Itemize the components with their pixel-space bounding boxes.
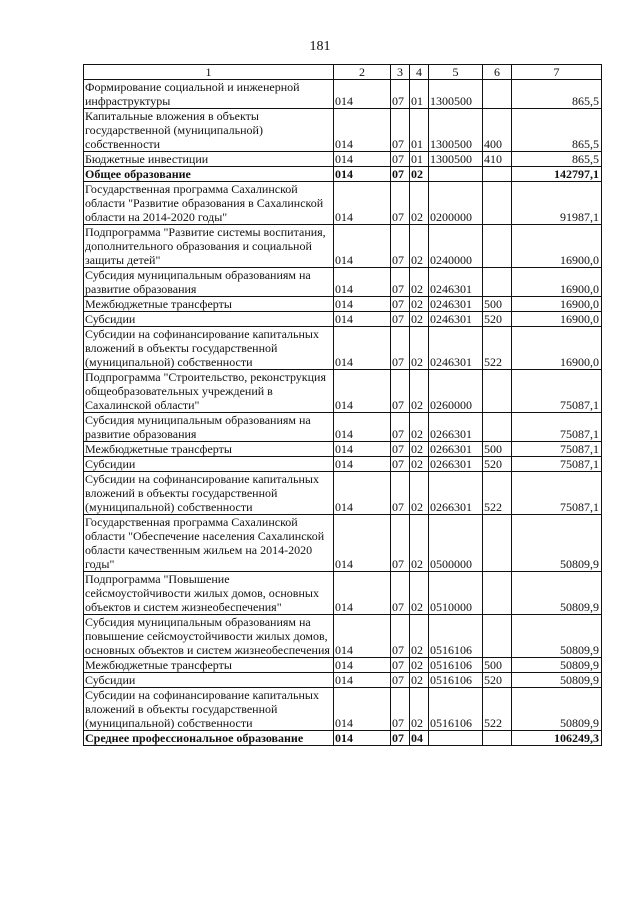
table-row (84, 297, 602, 312)
row-name-cell: Государственная программа Сахалинской области "Обеспечение населения Сахалинской области качественным жильем на 2014-2020 годы" (84, 515, 334, 572)
row-amount-cell: 50809,9 (512, 615, 602, 658)
row-amount-cell: 75087,1 (512, 472, 602, 515)
row-subsection-cell: 02 (410, 688, 429, 731)
row-type-cell: 500 (483, 297, 512, 312)
row-code-cell: 014 (334, 152, 391, 167)
row-target-cell: 0246301 (429, 268, 483, 297)
row-type-cell (483, 515, 512, 572)
row-name-cell: Субсидия муниципальным образованиям на повышение сейсмоустойчивости жилых домов, основных объектов и систем жизнеобеспечения (84, 615, 334, 658)
row-code-cell: 014 (334, 370, 391, 413)
row-target-cell: 0500000 (429, 515, 483, 572)
row-section-cell: 07 (391, 688, 410, 731)
row-subsection-cell: 02 (410, 268, 429, 297)
row-amount-cell: 75087,1 (512, 370, 602, 413)
row-name-cell: Межбюджетные трансферты (84, 442, 334, 457)
row-type-cell: 520 (483, 673, 512, 688)
table-row (84, 167, 602, 182)
row-type-cell (483, 80, 512, 109)
row-type-cell: 520 (483, 457, 512, 472)
row-amount-cell: 142797,1 (512, 167, 602, 182)
row-target-cell: 0266301 (429, 457, 483, 472)
row-section-cell: 07 (391, 109, 410, 152)
row-subsection-cell: 02 (410, 572, 429, 615)
row-type-cell (483, 268, 512, 297)
table-row (84, 515, 602, 572)
row-code-cell: 014 (334, 182, 391, 225)
row-section-cell: 07 (391, 472, 410, 515)
table-row (84, 658, 602, 673)
table-row (84, 80, 602, 109)
row-code-cell: 014 (334, 572, 391, 615)
row-section-cell: 07 (391, 268, 410, 297)
table-row (84, 442, 602, 457)
header-cell: 3 (391, 65, 410, 80)
table-header-row (84, 65, 602, 80)
row-section-cell: 07 (391, 327, 410, 370)
row-target-cell (429, 167, 483, 182)
row-code-cell: 014 (334, 688, 391, 731)
row-code-cell: 014 (334, 515, 391, 572)
row-code-cell: 014 (334, 673, 391, 688)
row-code-cell: 014 (334, 312, 391, 327)
row-amount-cell: 106249,3 (512, 731, 602, 746)
row-code-cell: 014 (334, 268, 391, 297)
budget-table (83, 64, 602, 746)
row-code-cell: 014 (334, 658, 391, 673)
row-subsection-cell: 02 (410, 225, 429, 268)
row-type-cell: 520 (483, 312, 512, 327)
table-row (84, 370, 602, 413)
row-amount-cell: 16900,0 (512, 225, 602, 268)
row-subsection-cell: 02 (410, 472, 429, 515)
page-number: 181 (309, 39, 331, 54)
row-amount-cell: 865,5 (512, 109, 602, 152)
row-amount-cell: 75087,1 (512, 457, 602, 472)
table-row (84, 109, 602, 152)
row-subsection-cell: 02 (410, 615, 429, 658)
row-target-cell: 0260000 (429, 370, 483, 413)
row-target-cell: 0240000 (429, 225, 483, 268)
row-type-cell (483, 731, 512, 746)
row-subsection-cell: 01 (410, 152, 429, 167)
row-name-cell: Подпрограмма "Повышение сейсмоустойчивости жилых домов, основных объектов и систем жизнеобеспечения" (84, 572, 334, 615)
row-code-cell: 014 (334, 457, 391, 472)
row-section-cell: 07 (391, 182, 410, 225)
row-code-cell: 014 (334, 167, 391, 182)
row-name-cell: Субсидия муниципальным образованиям на развитие образования (84, 268, 334, 297)
row-code-cell: 014 (334, 80, 391, 109)
row-subsection-cell: 01 (410, 80, 429, 109)
row-code-cell: 014 (334, 731, 391, 746)
row-name-cell: Субсидии на софинансирование капитальных вложений в объекты государственной (муниципальной) собственности (84, 472, 334, 515)
row-subsection-cell: 02 (410, 312, 429, 327)
header-cell: 1 (84, 65, 334, 80)
row-amount-cell: 50809,9 (512, 658, 602, 673)
row-target-cell: 0516106 (429, 615, 483, 658)
row-section-cell: 07 (391, 572, 410, 615)
row-type-cell: 522 (483, 327, 512, 370)
row-amount-cell: 75087,1 (512, 413, 602, 442)
row-name-cell: Субсидии (84, 312, 334, 327)
row-subsection-cell: 02 (410, 327, 429, 370)
row-type-cell (483, 182, 512, 225)
row-section-cell: 07 (391, 413, 410, 442)
row-section-cell: 07 (391, 658, 410, 673)
table-row (84, 327, 602, 370)
row-name-cell: Государственная программа Сахалинской области "Развитие образования в Сахалинской области на 2014-2020 годы" (84, 182, 334, 225)
row-target-cell: 0266301 (429, 472, 483, 515)
row-section-cell: 07 (391, 442, 410, 457)
row-name-cell: Субсидия муниципальным образованиям на развитие образования (84, 413, 334, 442)
row-section-cell: 07 (391, 457, 410, 472)
row-target-cell: 0516106 (429, 658, 483, 673)
row-code-cell: 014 (334, 225, 391, 268)
row-target-cell: 1300500 (429, 152, 483, 167)
row-amount-cell: 75087,1 (512, 442, 602, 457)
table-row (84, 731, 602, 746)
table-row (84, 182, 602, 225)
row-code-cell: 014 (334, 615, 391, 658)
table-row (84, 673, 602, 688)
row-type-cell: 410 (483, 152, 512, 167)
row-amount-cell: 91987,1 (512, 182, 602, 225)
row-name-cell: Субсидии на софинансирование капитальных вложений в объекты государственной (муниципальной) собственности (84, 688, 334, 731)
table-row (84, 472, 602, 515)
table-row (84, 572, 602, 615)
row-type-cell: 522 (483, 472, 512, 515)
row-amount-cell: 16900,0 (512, 312, 602, 327)
row-code-cell: 014 (334, 413, 391, 442)
row-target-cell: 0516106 (429, 673, 483, 688)
row-section-cell: 07 (391, 731, 410, 746)
row-code-cell: 014 (334, 442, 391, 457)
row-section-cell: 07 (391, 312, 410, 327)
table-row (84, 413, 602, 442)
row-section-cell: 07 (391, 297, 410, 312)
row-amount-cell: 16900,0 (512, 268, 602, 297)
row-type-cell (483, 167, 512, 182)
row-target-cell: 0246301 (429, 312, 483, 327)
row-name-cell: Субсидии (84, 673, 334, 688)
row-subsection-cell: 02 (410, 515, 429, 572)
row-section-cell: 07 (391, 515, 410, 572)
row-section-cell: 07 (391, 673, 410, 688)
row-name-cell: Капитальные вложения в объекты государственной (муниципальной) собственности (84, 109, 334, 152)
row-type-cell: 400 (483, 109, 512, 152)
table-row (84, 152, 602, 167)
row-code-cell: 014 (334, 297, 391, 312)
table-row (84, 312, 602, 327)
row-type-cell (483, 370, 512, 413)
row-subsection-cell: 04 (410, 731, 429, 746)
row-section-cell: 07 (391, 225, 410, 268)
row-name-cell: Среднее профессиональное образование (84, 731, 334, 746)
row-amount-cell: 16900,0 (512, 327, 602, 370)
row-type-cell: 500 (483, 442, 512, 457)
row-amount-cell: 16900,0 (512, 297, 602, 312)
row-target-cell: 0200000 (429, 182, 483, 225)
row-target-cell: 0246301 (429, 327, 483, 370)
row-subsection-cell: 02 (410, 457, 429, 472)
row-name-cell: Субсидии (84, 457, 334, 472)
row-amount-cell: 50809,9 (512, 688, 602, 731)
table-row (84, 615, 602, 658)
row-name-cell: Межбюджетные трансферты (84, 297, 334, 312)
row-amount-cell: 50809,9 (512, 673, 602, 688)
row-target-cell: 1300500 (429, 80, 483, 109)
row-subsection-cell: 01 (410, 109, 429, 152)
row-subsection-cell: 02 (410, 658, 429, 673)
row-code-cell: 014 (334, 327, 391, 370)
header-cell: 2 (334, 65, 391, 80)
row-target-cell: 0266301 (429, 413, 483, 442)
table-row (84, 457, 602, 472)
table-row (84, 688, 602, 731)
row-amount-cell: 50809,9 (512, 572, 602, 615)
header-cell: 6 (483, 65, 512, 80)
row-name-cell: Субсидии на софинансирование капитальных вложений в объекты государственной (муниципальной) собственности (84, 327, 334, 370)
header-cell: 4 (410, 65, 429, 80)
row-section-cell: 07 (391, 615, 410, 658)
row-amount-cell: 50809,9 (512, 515, 602, 572)
row-subsection-cell: 02 (410, 413, 429, 442)
row-subsection-cell: 02 (410, 442, 429, 457)
row-name-cell: Подпрограмма "Развитие системы воспитания, дополнительного образования и социальной защиты детей" (84, 225, 334, 268)
header-cell: 5 (429, 65, 483, 80)
row-subsection-cell: 02 (410, 167, 429, 182)
row-target-cell (429, 731, 483, 746)
row-subsection-cell: 02 (410, 297, 429, 312)
row-type-cell: 522 (483, 688, 512, 731)
row-section-cell: 07 (391, 167, 410, 182)
row-amount-cell: 865,5 (512, 80, 602, 109)
row-type-cell (483, 615, 512, 658)
row-name-cell: Бюджетные инвестиции (84, 152, 334, 167)
row-target-cell: 0266301 (429, 442, 483, 457)
row-target-cell: 0516106 (429, 688, 483, 731)
row-target-cell: 0510000 (429, 572, 483, 615)
row-name-cell: Межбюджетные трансферты (84, 658, 334, 673)
row-subsection-cell: 02 (410, 370, 429, 413)
row-name-cell: Подпрограмма "Строительство, реконструкция общеобразовательных учреждений в Сахалинской области" (84, 370, 334, 413)
header-cell: 7 (512, 65, 602, 80)
row-type-cell (483, 572, 512, 615)
table-row (84, 225, 602, 268)
row-target-cell: 1300500 (429, 109, 483, 152)
row-name-cell: Общее образование (84, 167, 334, 182)
row-name-cell: Формирование социальной и инженерной инфраструктуры (84, 80, 334, 109)
row-target-cell: 0246301 (429, 297, 483, 312)
row-subsection-cell: 02 (410, 182, 429, 225)
row-section-cell: 07 (391, 370, 410, 413)
row-section-cell: 07 (391, 80, 410, 109)
row-section-cell: 07 (391, 152, 410, 167)
row-type-cell (483, 413, 512, 442)
table-body (84, 65, 602, 746)
row-code-cell: 014 (334, 472, 391, 515)
row-type-cell (483, 225, 512, 268)
row-amount-cell: 865,5 (512, 152, 602, 167)
row-code-cell: 014 (334, 109, 391, 152)
row-type-cell: 500 (483, 658, 512, 673)
row-subsection-cell: 02 (410, 673, 429, 688)
table-row (84, 268, 602, 297)
